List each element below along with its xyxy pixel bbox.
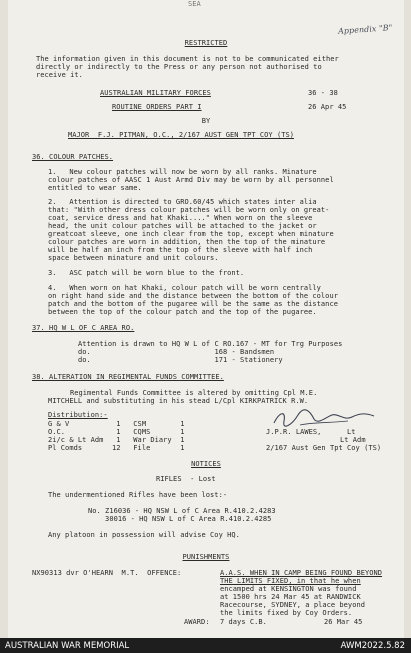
handwritten-appendix-ref: Appendix "B" bbox=[337, 23, 393, 36]
lost-rifle-line: No. Z16036 - HQ NSW L of C Area R.410.2.4283 bbox=[88, 507, 276, 515]
award-value: 7 days C.B. bbox=[220, 618, 267, 626]
document-page bbox=[8, 0, 404, 638]
s36-p2-line: will be half an inch from the top of the sleeve with half inch bbox=[48, 246, 313, 254]
distribution-row: O.C. 1 CQMS 1 bbox=[48, 428, 185, 436]
s36-p4-line: between the top of the colour patch and the top of the pugaree. bbox=[48, 308, 317, 316]
s37-line: do. 171 - Stationery bbox=[78, 356, 283, 364]
signatory-role: Lt Adm bbox=[340, 436, 366, 444]
section-37-heading: 37. HQ W L OF C AREA RO. bbox=[32, 324, 135, 332]
s36-p4-line: on right hand side and the distance between the bottom of the colour bbox=[48, 292, 338, 300]
offence-line: Racecourse, SYDNEY, a place beyond bbox=[220, 601, 365, 609]
archive-name: AUSTRALIAN WAR MEMORIAL bbox=[5, 641, 130, 651]
s37-line: do. 168 - Bandsmen bbox=[78, 348, 275, 356]
s36-p3: 3. ASC patch will be worn blue to the front. bbox=[48, 269, 245, 277]
award-label: AWARD: bbox=[184, 618, 210, 626]
classification: RESTRICTED bbox=[184, 39, 228, 47]
force-title: AUSTRALIAN MILITARY FORCES bbox=[100, 89, 211, 97]
issuer: MAJOR F.J. PITMAN, O.C., 2/167 AUST GEN TPT COY (TS) bbox=[68, 131, 295, 139]
offence-line: THE LIMITS FIXED, in that he when bbox=[220, 577, 361, 585]
s36-p1-line: colour patches of AASC 1 Aust Armd Div may be worn by all personnel bbox=[48, 176, 334, 184]
punishments-heading: PUNISHMENTS bbox=[182, 553, 230, 561]
signatory-unit: 2/167 Aust Gen Tpt Coy (TS) bbox=[266, 444, 382, 452]
distribution-label: Distribution:- bbox=[48, 411, 108, 419]
order-serial: 36 - 38 bbox=[308, 89, 338, 97]
s36-p2-line: space between minature and unit colours. bbox=[48, 254, 219, 262]
offence-line: the limits fixed by Coy Orders. bbox=[220, 609, 353, 617]
s36-p2-line: colour patches are worn in addition, then the top of the minature bbox=[48, 238, 326, 246]
offence-line: A.A.S. WHEN IN CAMP BEING FOUND BEYOND bbox=[220, 569, 383, 577]
s36-p4-line: patch and the bottom of the pugaree will be the same as the distance bbox=[48, 300, 338, 308]
signatory-name: J.P.R. LAWES, Lt bbox=[266, 428, 356, 436]
s37-line: Attention is drawn to HQ W L of C RO.167 - MT for Trg Purposes bbox=[78, 340, 343, 348]
notices-note: Any platoon in possession will advise Coy HQ. bbox=[48, 531, 240, 539]
lost-rifle-line: 30016 - HQ NSW L of C Area R.410.2.4285 bbox=[88, 515, 272, 523]
distribution-row: Pl Comds 12 File 1 bbox=[48, 444, 185, 452]
notices-subheading: RIFLES - Lost bbox=[156, 475, 216, 483]
notices-intro: The undermentioned Rifles have been lost:- bbox=[48, 491, 228, 499]
handwritten-signature bbox=[270, 407, 380, 429]
s36-p2-line: head, the unit colour patches will be attached to the jacket or bbox=[48, 222, 317, 230]
offence-line: at 1500 hrs 24 Mar 45 at RANDWICK bbox=[220, 593, 361, 601]
punished-soldier: NX90313 dvr O'HEARN M.T. OFFENCE: bbox=[32, 569, 182, 577]
s36-p2-line: that: "With other dress colour patches will be worn only on great- bbox=[48, 206, 330, 214]
order-date: 26 Apr 45 bbox=[308, 103, 347, 111]
warning-line-3: receive it. bbox=[36, 71, 83, 79]
offence-line: encamped at KENSINGTON was found bbox=[220, 585, 357, 593]
page-top-scrap: SEA bbox=[188, 0, 201, 8]
orders-title: ROUTINE ORDERS PART I bbox=[112, 103, 202, 111]
section-38-heading: 38. ALTERATION IN REGIMENTAL FUNDS COMMITTEE. bbox=[32, 373, 224, 381]
notices-heading: NOTICES bbox=[191, 460, 221, 468]
distribution-row: G & V 1 CSM 1 bbox=[48, 420, 185, 428]
s38-body-line: Regimental Funds Committee is altered by omitting Cpl M.E. bbox=[70, 389, 318, 397]
warning-line-1: The information given in this document is not to be communicated either bbox=[36, 55, 339, 63]
s36-p2-line: 2. Attention is directed to GRO.60/45 which states inter alia bbox=[48, 198, 317, 206]
by-label: BY bbox=[201, 117, 211, 125]
s36-p1-line: 1. New colour patches will now be worn by all ranks. Minature bbox=[48, 168, 317, 176]
award-date: 26 Mar 45 bbox=[324, 618, 363, 626]
distribution-row: 2i/c & Lt Adm 1 War Diary 1 bbox=[48, 436, 185, 444]
s36-p1-line: entitled to wear same. bbox=[48, 184, 142, 192]
s36-p4-line: 4. When worn on hat Khaki, colour patch will be worn centrally bbox=[48, 284, 321, 292]
s36-p2-line: coat, service dress and hat Khaki...." When worn on the sleeve bbox=[48, 214, 313, 222]
archive-reference: AWM2022.5.82 bbox=[340, 641, 405, 651]
s36-p2-line: greatcoat sleeve, one inch clear from the top, except when minature bbox=[48, 230, 334, 238]
archive-footer-bar bbox=[0, 638, 411, 653]
warning-line-2: directly or indirectly to the Press or any person not authorised to bbox=[36, 63, 322, 71]
section-36-heading: 36. COLOUR PATCHES. bbox=[32, 153, 114, 161]
s38-body-line: MITCHELL and substituting in his stead L/Cpl KIRKPATRICK R.W. bbox=[48, 397, 309, 405]
